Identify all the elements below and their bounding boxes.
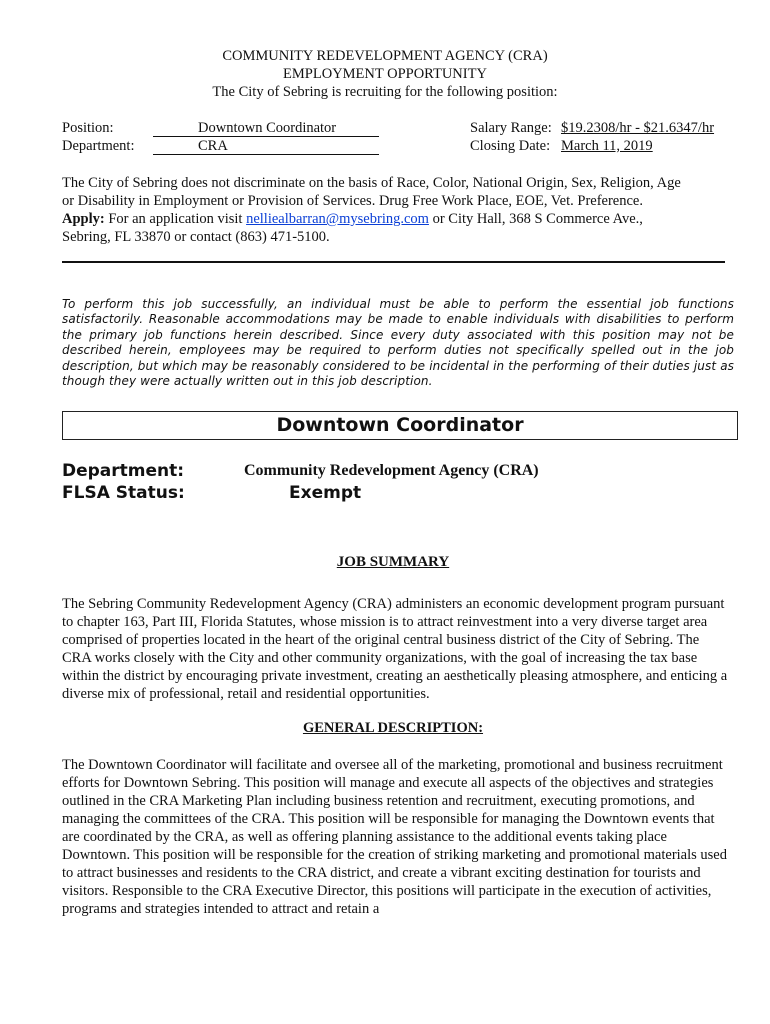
apply-text-1: For an application visit bbox=[104, 211, 247, 227]
department-value: CRA bbox=[153, 138, 379, 155]
apply-line-2: Sebring, FL 33870 or contact (863) 471-5100. bbox=[62, 229, 330, 245]
eeo-line-2: or Disability in Employment or Provision of Services. Drug Free Work Place, EOE, Vet. Preference. bbox=[62, 193, 643, 209]
general-description-text: The Downtown Coordinator will facilitate and oversee all of the marketing, promotional and business recruitment efforts for Downtown Sebring. This position will manage and execute all aspects of the objectives and strategies outlined in the CRA Marketing Plan including business retention and recruitment, executing promotions, and managing the committees of the CRA. This position will be responsible for managing the Downtown events that are coordinated by the CRA, as well as offering planning assistance to the additional events taking place Downtown. This position will be responsible for the creation of striking marketing and promotional materials used to attract businesses and residents to the CRA district, and create a vibrant exciting destination for tourists and visitors. Responsible to the CRA Executive Director, this positions will participate in the execution of activities, programs and strategies intended to attract and retain a bbox=[62, 757, 727, 917]
apply-label: Apply: bbox=[62, 211, 105, 227]
flsa-label: FLSA Status: bbox=[62, 483, 185, 503]
closing-label: Closing Date: bbox=[470, 138, 551, 154]
job-summary-text: The Sebring Community Redevelopment Agency (CRA) administers an economic development program pursuant to chapter 163, Part III, Florida Statutes, whose mission is to attract reinvestment into a very diverse target area comprised of properties located in the heart of the original central business district of the City of Sebring. The CRA works closely with the City and other community organizations, with the goal of increasing the tax base within the district by encouraging private investment, creating an aesthetically pleasing atmosphere, and enticing a diverse mix of professional, retail and residential opportunities. bbox=[62, 596, 728, 702]
header-agency: COMMUNITY REDEVELOPMENT AGENCY (CRA) bbox=[222, 48, 548, 64]
job-summary-heading: JOB SUMMARY bbox=[336, 554, 450, 570]
job-department-value: Community Redevelopment Agency (CRA) bbox=[244, 462, 539, 479]
header-opportunity: EMPLOYMENT OPPORTUNITY bbox=[283, 66, 487, 82]
apply-text-2: or City Hall, 368 S Commerce Ave., bbox=[428, 211, 643, 227]
apply-email-link[interactable]: nelliealbarran@mysebring.com bbox=[246, 211, 429, 227]
flsa-value: Exempt bbox=[289, 483, 362, 503]
closing-value: March 11, 2019 bbox=[561, 138, 653, 154]
apply-line bbox=[62, 210, 730, 228]
divider bbox=[62, 261, 725, 263]
job-title: Downtown Coordinator bbox=[276, 414, 524, 436]
position-value: Downtown Coordinator bbox=[153, 120, 379, 137]
eeo-line-1: The City of Sebring does not discriminate on the basis of Race, Color, National Origin, Sex, Religion, Age bbox=[62, 175, 681, 191]
header-recruiting: The City of Sebring is recruiting for the following position: bbox=[212, 84, 558, 100]
general-description-heading: GENERAL DESCRIPTION: bbox=[302, 720, 484, 736]
job-department-label: Department: bbox=[62, 461, 185, 481]
job-title-box bbox=[62, 411, 738, 440]
accommodation-notice: To perform this job successfully, an individual must be able to perform the essential job functions satisfactorily. Reasonable accommodations may be made to enable individuals with disabilities to perform the primary job functions herein described. Since every duty associated with this position may not be described herein, employees may be required to perform duties not specifically spelled out in the job description, but which may be reasonably considered to be incidental in the performing of their duties just as though they were actually written out in this job description. bbox=[62, 297, 734, 389]
department-label: Department: bbox=[62, 138, 135, 154]
salary-label: Salary Range: bbox=[470, 120, 552, 136]
salary-value: $19.2308/hr - $21.6347/hr bbox=[561, 120, 715, 136]
position-label: Position: bbox=[62, 120, 114, 136]
